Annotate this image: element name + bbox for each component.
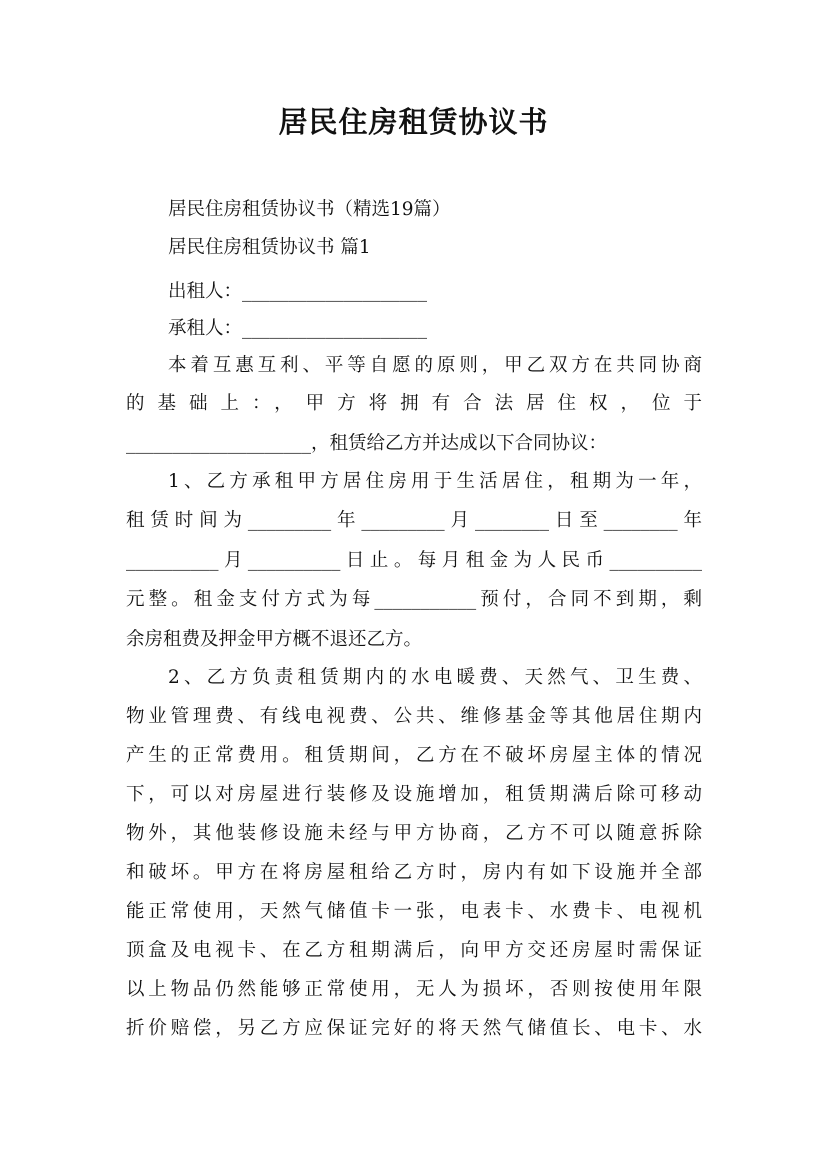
lessor-field: 出租人：____________________ (168, 281, 428, 302)
clause-1-line: 元整。租金支付方式为每___________预付，合同不到期，剩 (126, 589, 702, 610)
paragraph-line: 本着互惠互利、平等自愿的原则，甲乙双方在共同协商 (168, 355, 702, 376)
clause-2-line: 能正常使用，天然气储值卡一张，电表卡、水费卡、电视机 (126, 901, 702, 922)
section-heading: 居民住房租赁协议书 篇1 (168, 237, 371, 258)
clause-2-line: 物外，其他装修设施未经与甲方协商，乙方不可以随意拆除 (126, 823, 702, 844)
clause-2-line: 物业管理费、有线电视费、公共、维修基金等其他居住期内 (126, 706, 702, 727)
clause-2-line: 以上物品仍然能够正常使用，无人为损坏，否则按使用年限 (126, 979, 702, 1000)
clause-2-line: 顶盒及电视卡、在乙方租期满后，向甲方交还房屋时需保证 (126, 940, 702, 961)
clause-1-line: 余房租费及押金甲方概不退还乙方。 (126, 629, 423, 650)
clause-2-line: 和破坏。甲方在将房屋租给乙方时，房内有如下设施并全部 (126, 862, 702, 883)
lessee-field: 承租人：____________________ (168, 318, 428, 339)
paragraph-line: 的基础上：，甲方将拥有合法居住权，位于 (126, 393, 702, 414)
document-title: 居民住房租赁协议书 (278, 105, 549, 139)
clause-2-line: 折价赔偿，另乙方应保证完好的将天然气储值长、电卡、水 (126, 1018, 702, 1039)
clause-2-line: 下，可以对房屋进行装修及设施增加，租赁期满后除可移动 (126, 784, 702, 805)
clause-2-line: 产生的正常费用。租赁期间，乙方在不破坏房屋主体的情况 (126, 745, 702, 766)
subtitle-line: 居民住房租赁协议书（精选19篇） (168, 199, 451, 220)
paragraph-line: ____________________，租赁给乙方并达成以下合同协议： (126, 433, 608, 454)
clause-1-line: 租赁时间为_________年_________月________日至________年 (126, 510, 702, 531)
clause-1-line: __________月__________日止。每月租金为人民币__________ (126, 550, 702, 571)
clause-1-line: 1、乙方承租甲方居住房用于生活居住，租期为一年， (168, 471, 702, 492)
clause-2-line: 2、乙方负责租赁期内的水电暖费、天然气、卫生费、 (168, 667, 702, 688)
